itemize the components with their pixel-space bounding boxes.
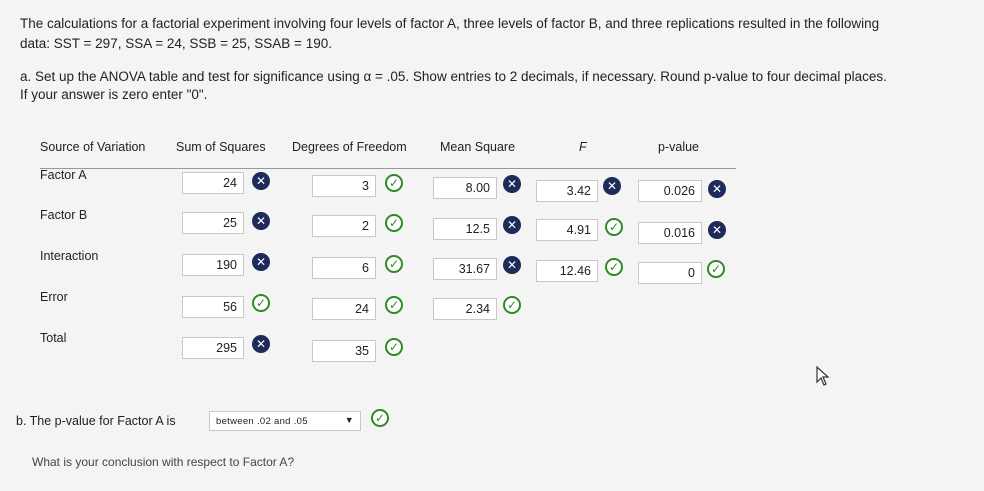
df-input-factor-a[interactable]: 3 <box>312 175 376 197</box>
incorrect-icon: ✕ <box>252 335 270 353</box>
df-input-total[interactable]: 35 <box>312 340 376 362</box>
correct-icon: ✓ <box>252 294 270 312</box>
p-input-interaction[interactable]: 0 <box>638 262 702 284</box>
part-b-question: b. The p-value for Factor A is <box>16 414 176 428</box>
incorrect-icon: ✕ <box>503 256 521 274</box>
conclusion-prompt: What is your conclusion with respect to Factor A? <box>32 455 295 469</box>
correct-icon: ✓ <box>371 409 389 427</box>
correct-icon: ✓ <box>503 296 521 314</box>
incorrect-icon: ✕ <box>708 221 726 239</box>
correct-icon: ✓ <box>385 214 403 232</box>
correct-icon: ✓ <box>385 338 403 356</box>
incorrect-icon: ✕ <box>252 212 270 230</box>
problem-statement <box>20 14 970 54</box>
row-label-factor-a: Factor A <box>40 168 87 182</box>
df-input-interaction[interactable]: 6 <box>312 257 376 279</box>
ss-input-factor-b[interactable]: 25 <box>182 212 244 234</box>
header-f: F <box>579 140 587 154</box>
p-input-factor-a[interactable]: 0.026 <box>638 180 702 202</box>
p-value-range-selected: between .02 and .05 <box>216 416 308 427</box>
f-input-interaction[interactable]: 12.46 <box>536 260 598 282</box>
correct-icon: ✓ <box>385 255 403 273</box>
header-source: Source of Variation <box>40 140 146 154</box>
row-label-total: Total <box>40 331 67 345</box>
ss-input-total[interactable]: 295 <box>182 337 244 359</box>
row-label-error: Error <box>40 290 68 304</box>
incorrect-icon: ✕ <box>503 175 521 193</box>
ms-input-error[interactable]: 2.34 <box>433 298 497 320</box>
ms-input-factor-a[interactable]: 8.00 <box>433 177 497 199</box>
ss-input-error[interactable]: 56 <box>182 296 244 318</box>
df-input-factor-b[interactable]: 2 <box>312 215 376 237</box>
correct-icon: ✓ <box>385 174 403 192</box>
correct-icon: ✓ <box>707 260 725 278</box>
f-input-factor-b[interactable]: 4.91 <box>536 219 598 241</box>
header-ms: Mean Square <box>440 140 516 154</box>
header-divider <box>40 168 736 169</box>
df-input-error[interactable]: 24 <box>312 298 376 320</box>
part-a-instructions <box>20 68 970 104</box>
incorrect-icon: ✕ <box>603 177 621 195</box>
p-input-factor-b[interactable]: 0.016 <box>638 222 702 244</box>
ss-input-factor-a[interactable]: 24 <box>182 172 244 194</box>
header-df: Degrees of Freedom <box>292 140 407 154</box>
part-a-line-1: a. Set up the ANOVA table and test for significance using α = .05. Show entries to 2 decimals, if necessary. Round p-value to four decimal places. <box>20 69 887 84</box>
correct-icon: ✓ <box>605 218 623 236</box>
intro-line-1: The calculations for a factorial experiment involving four levels of factor A, three levels of factor B, and three replications resulted in the following <box>20 16 880 31</box>
p-value-range-select[interactable] <box>209 411 361 431</box>
f-input-factor-a[interactable]: 3.42 <box>536 180 598 202</box>
incorrect-icon: ✕ <box>252 253 270 271</box>
part-a-line-2: If your answer is zero enter "0". <box>20 87 208 102</box>
incorrect-icon: ✕ <box>252 172 270 190</box>
row-label-interaction: Interaction <box>40 249 99 263</box>
row-label-factor-b: Factor B <box>40 208 88 222</box>
ms-input-interaction[interactable]: 31.67 <box>433 258 497 280</box>
correct-icon: ✓ <box>605 258 623 276</box>
correct-icon: ✓ <box>385 296 403 314</box>
dropdown-arrow-icon: ▼ <box>344 415 354 425</box>
incorrect-icon: ✕ <box>503 216 521 234</box>
intro-line-2: data: SST = 297, SSA = 24, SSB = 25, SSAB = 190. <box>20 36 332 51</box>
mouse-pointer-icon <box>816 366 830 391</box>
header-ss: Sum of Squares <box>176 140 266 154</box>
incorrect-icon: ✕ <box>708 180 726 198</box>
ms-input-factor-b[interactable]: 12.5 <box>433 218 497 240</box>
header-p: p-value <box>658 140 699 154</box>
ss-input-interaction[interactable]: 190 <box>182 254 244 276</box>
